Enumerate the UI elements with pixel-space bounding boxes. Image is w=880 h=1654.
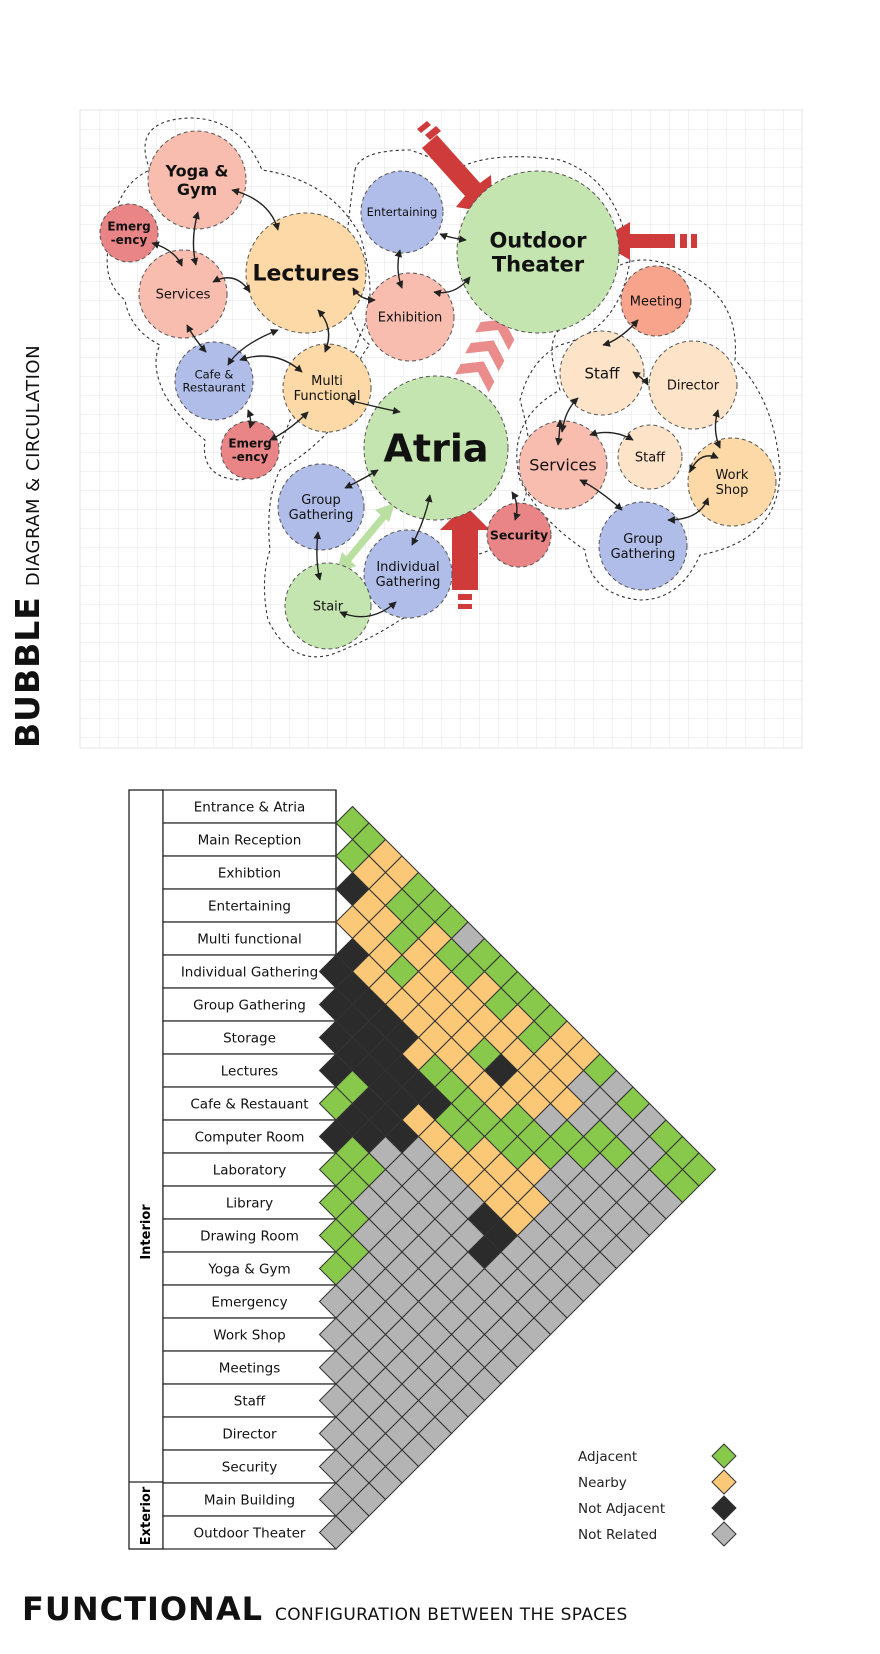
functional-title-sub: CONFIGURATION BETWEEN THE SPACES bbox=[274, 1605, 628, 1625]
bubble-label: Emerg -ency bbox=[107, 219, 151, 248]
bubble-label: Exhibition bbox=[377, 310, 443, 326]
bubble-label: Group Gathering bbox=[288, 493, 354, 524]
bubble-label: Director bbox=[666, 378, 720, 394]
bubble-label: Entertaining bbox=[366, 205, 438, 220]
group-label-exterior: Exterior bbox=[139, 1486, 154, 1546]
row-label: Cafe & Restauant bbox=[190, 1096, 309, 1113]
bubble-label: Cafe & Restaurant bbox=[182, 367, 246, 395]
row-label: Drawing Room bbox=[200, 1228, 299, 1245]
legend-label: Adjacent bbox=[578, 1449, 638, 1465]
legend-label: Not Adjacent bbox=[578, 1501, 666, 1517]
row-labels bbox=[163, 790, 336, 1549]
bubble-label: Outdoor Theater bbox=[489, 228, 587, 277]
bubble-title-sub: DIAGRAM & CIRCULATION bbox=[23, 344, 44, 587]
bubble-label: Multi Functional bbox=[293, 374, 361, 405]
row-label: Work Shop bbox=[213, 1327, 286, 1344]
row-label: Director bbox=[222, 1426, 277, 1443]
row-label: Security bbox=[221, 1459, 278, 1476]
row-label: Individual Gathering bbox=[180, 964, 319, 981]
row-label: Entertaining bbox=[208, 898, 291, 915]
row-label: Group Gathering bbox=[193, 997, 306, 1014]
row-label: Entrance & Atria bbox=[193, 799, 306, 816]
row-label: Laboratory bbox=[212, 1162, 287, 1179]
legend-swatch bbox=[712, 1496, 736, 1520]
row-label: Meetings bbox=[218, 1360, 281, 1377]
functional-title bbox=[22, 1590, 628, 1628]
bubble-label: Yoga & Gym bbox=[165, 161, 229, 199]
row-label: Lectures bbox=[220, 1063, 279, 1080]
bubble-label: Emerg -ency bbox=[228, 436, 272, 465]
bubble-label: Group Gathering bbox=[610, 532, 676, 563]
row-label: Main Building bbox=[203, 1492, 296, 1509]
bubble-label: Services bbox=[155, 287, 211, 303]
legend bbox=[578, 1444, 736, 1546]
bubble-label: Staff bbox=[584, 364, 620, 383]
row-label: Main Reception bbox=[197, 832, 302, 849]
row-label: Emergency bbox=[211, 1294, 288, 1311]
legend-swatch bbox=[712, 1522, 736, 1546]
bubble-label: Atria bbox=[383, 426, 489, 471]
group-bar-frame bbox=[129, 790, 163, 1549]
row-label: Yoga & Gym bbox=[208, 1261, 291, 1278]
bubble-label: Stair bbox=[312, 599, 344, 615]
matrix-cells bbox=[320, 807, 716, 1550]
group-label-interior: Interior bbox=[139, 1204, 154, 1260]
row-label: Multi functional bbox=[197, 931, 302, 948]
bubble-label: Meeting bbox=[629, 294, 683, 310]
bubble-label: Staff bbox=[634, 450, 666, 466]
legend-swatch bbox=[712, 1444, 736, 1468]
bubble-label: Lectures bbox=[252, 261, 360, 287]
row-label: Computer Room bbox=[194, 1129, 305, 1146]
bubble-label: Work Shop bbox=[715, 468, 749, 499]
bubble-label: Services bbox=[529, 455, 597, 475]
row-label: Outdoor Theater bbox=[193, 1525, 306, 1542]
row-label: Staff bbox=[233, 1393, 266, 1410]
bubble-title-main: BUBBLE bbox=[8, 596, 47, 748]
matrix-frame bbox=[129, 790, 163, 1549]
bubble-label: Individual Gathering bbox=[375, 560, 441, 591]
legend-swatch bbox=[712, 1470, 736, 1494]
row-label: Library bbox=[225, 1195, 274, 1212]
row-label: Storage bbox=[223, 1030, 276, 1047]
functional-title-main: FUNCTIONAL bbox=[22, 1590, 263, 1628]
legend-label: Not Related bbox=[578, 1527, 658, 1543]
row-label: Exhibtion bbox=[217, 865, 282, 882]
bubble-label: Security bbox=[489, 527, 549, 543]
legend-label: Nearby bbox=[578, 1475, 627, 1491]
